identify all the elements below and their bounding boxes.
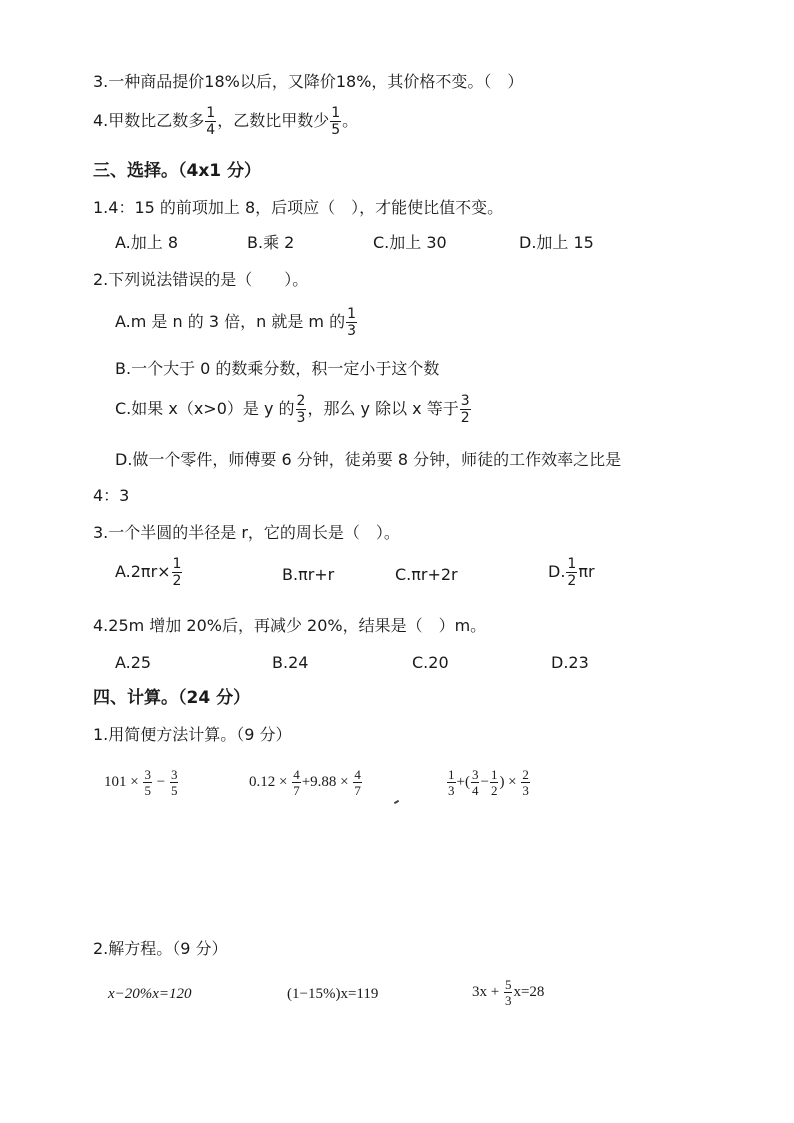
choice-option-b: B.一个大于 0 的数乘分数，积一定小于这个数 bbox=[115, 359, 440, 378]
calc-expression-2: 0.12 × $\frac{4}{7}$ +9.88 × $\frac{4}{7}$ bbox=[249, 767, 361, 798]
fraction: $\frac{5}{3}$ bbox=[504, 977, 512, 1008]
equation-2: (1−15%)x=119 bbox=[287, 986, 379, 1002]
choice-option-d: D.加上 15 bbox=[519, 233, 594, 252]
calc-part-1-title: 1.用简便方法计算。（9 分） bbox=[93, 725, 292, 744]
equation-1: x−20%x=120 bbox=[108, 986, 192, 1002]
choice-option-d: D.做一个零件，师傅要 6 分钟，徒弟要 8 分钟，师徒的工作效率之比是 bbox=[115, 450, 622, 469]
fraction: $\frac{1}{3}$ bbox=[448, 767, 455, 798]
choice-option-a: A.m 是 n 的 3 倍，n 就是 m 的 $\frac{1}{3}$ bbox=[115, 306, 356, 339]
fraction: $\frac{2}{3}$ bbox=[296, 393, 306, 426]
choice-question-2: 2.下列说法错误的是（ ）。 bbox=[93, 270, 309, 289]
choice-option-d-continued: 4：3 bbox=[93, 486, 130, 505]
fraction: $\frac{4}{7}$ bbox=[354, 767, 361, 798]
fraction: $\frac{1}{5}$ bbox=[331, 105, 341, 138]
choice-option-a: A.2πr× $\frac{1}{2}$ bbox=[115, 556, 182, 589]
q4-text-post: 。 bbox=[342, 111, 359, 130]
section-4-heading: 四、计算。（24 分） bbox=[93, 688, 251, 708]
choice-option-a: A.25 bbox=[115, 653, 152, 672]
choice-option-b: B.乘 2 bbox=[247, 233, 295, 252]
choice-option-b: B.24 bbox=[272, 653, 309, 672]
choice-option-c: C.20 bbox=[412, 653, 449, 672]
fraction: $\frac{3}{5}$ bbox=[170, 767, 178, 798]
calc-expression-3: $\frac{1}{3}$ +( $\frac{3}{4}$ − $\frac{1}{2}$ ) × $\frac{2}{3}$ bbox=[448, 767, 529, 798]
choice-option-c: C.加上 30 bbox=[373, 233, 447, 252]
fraction: $\frac{3}{2}$ bbox=[460, 393, 470, 426]
stray-mark bbox=[394, 800, 399, 804]
calc-expression-1: 101 × $\frac{3}{5}$ − $\frac{3}{5}$ bbox=[104, 767, 178, 798]
choice-option-d: D.23 bbox=[551, 653, 589, 672]
fraction: $\frac{1}{2}$ bbox=[172, 556, 182, 589]
q4-text-mid: ，乙数比甲数少 bbox=[217, 111, 330, 130]
equation-3: 3x + $\frac{5}{3}$ x=28 bbox=[472, 977, 545, 1008]
section-3-heading: 三、选择。（4x1 分） bbox=[93, 161, 262, 181]
choice-option-a: A.加上 8 bbox=[115, 233, 179, 252]
choice-option-c: C.如果 x（x>0）是 y 的 $\frac{2}{3}$ ，那么 y 除以 x 等于 $\frac{3}{2}$ bbox=[115, 393, 470, 426]
choice-option-b: B.πr+r bbox=[282, 565, 335, 584]
fraction: $\frac{2}{3}$ bbox=[522, 767, 529, 798]
fraction: $\frac{1}{3}$ bbox=[347, 306, 356, 339]
fraction: $\frac{3}{4}$ bbox=[471, 767, 479, 798]
choice-option-d: D. $\frac{1}{2}$ πr bbox=[548, 556, 595, 589]
fraction: $\frac{1}{4}$ bbox=[206, 105, 216, 138]
fraction: $\frac{4}{7}$ bbox=[293, 767, 300, 798]
q4-text-pre: 4.甲数比乙数多 bbox=[93, 111, 205, 130]
choice-question-1: 1.4：15 的前项加上 8，后项应（ ），才能使比值不变。 bbox=[93, 198, 504, 217]
fraction: $\frac{3}{5}$ bbox=[144, 767, 151, 798]
calc-part-2-title: 2.解方程。（9 分） bbox=[93, 939, 228, 958]
choice-question-4: 4.25m 增加 20%后，再减少 20%，结果是（ ）m。 bbox=[93, 616, 487, 635]
choice-question-3: 3.一个半圆的半径是 r，它的周长是（ ）。 bbox=[93, 523, 400, 542]
judge-question-3: 3.一种商品提价18%以后，又降价18%，其价格不变。（ ） bbox=[93, 72, 524, 91]
fraction: $\frac{1}{2}$ bbox=[490, 767, 498, 798]
fraction: $\frac{1}{2}$ bbox=[567, 556, 577, 589]
choice-option-c: C.πr+2r bbox=[395, 565, 458, 584]
judge-question-4 bbox=[93, 106, 358, 137]
